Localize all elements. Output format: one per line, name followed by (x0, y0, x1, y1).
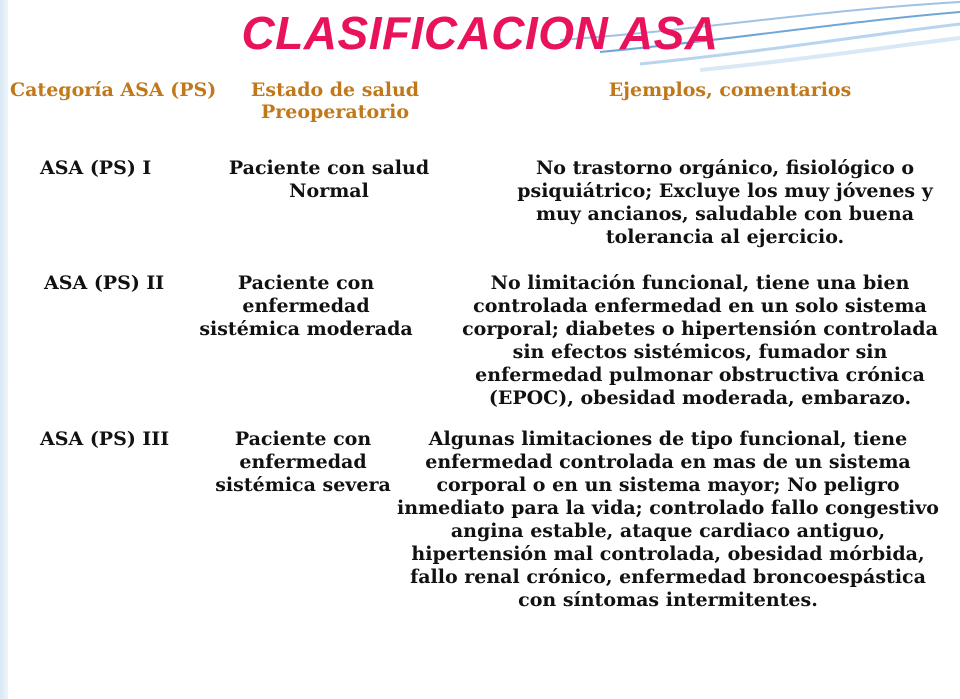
text-line: sistémica severa (215, 474, 391, 496)
text-line: controlada enfermedad en un solo sistema (473, 295, 927, 317)
text-line: sin efectos sistémicos, fumador sin (512, 341, 888, 363)
row-1-health (214, 157, 444, 203)
text-line: enfermedad (239, 451, 367, 473)
text-line: Algunas limitaciones de tipo funcional, tiene (428, 428, 908, 450)
text-line: enfermedad pulmonar obstructiva crónica (475, 364, 925, 386)
text-line: fallo renal crónico, enfermedad broncoespástica (410, 566, 926, 588)
text-line: angina estable, ataque cardiaco antiguo, (450, 520, 886, 542)
text-line: enfermedad controlada en mas de un sistema (425, 451, 911, 473)
text-line: Paciente con (237, 272, 375, 294)
header-examples: Ejemplos, comentarios (608, 79, 852, 101)
row-1-category: ASA (PS) I (40, 157, 152, 179)
text-line: enfermedad (242, 295, 370, 317)
text-line: (EPOC), obesidad moderada, embarazo. (488, 387, 912, 409)
slide-title: CLASIFICACION ASA (241, 7, 719, 59)
header-health-line: Preoperatorio (260, 101, 410, 123)
header-health-status (230, 79, 440, 123)
text-line: No limitación funcional, tiene una bien (490, 272, 910, 294)
text-line: Normal (289, 180, 369, 202)
text-line: No trastorno orgánico, fisiológico o (535, 157, 915, 179)
header-health-line: Estado de salud (250, 79, 420, 101)
text-line: corporal o en un sistema mayor; No peligro (436, 474, 900, 496)
row-2-health (186, 272, 426, 341)
text-line: inmediato para la vida; controlado fallo congestivo (397, 497, 939, 519)
row-2-examples (440, 272, 960, 410)
header-category: Categoría ASA (PS) (10, 79, 217, 101)
row-3-examples (376, 428, 960, 612)
text-line: hipertensión mal controlada, obesidad mórbida, (411, 543, 925, 565)
row-2-category: ASA (PS) II (44, 272, 165, 294)
row-3-category: ASA (PS) III (40, 428, 170, 450)
text-line: Paciente con (234, 428, 372, 450)
text-line: Paciente con salud (228, 157, 430, 179)
text-line: tolerancia al ejercicio. (605, 226, 845, 248)
text-line: con síntomas intermitentes. (518, 589, 818, 611)
text-line: psiquiátrico; Excluye los muy jóvenes y (517, 180, 933, 202)
row-1-examples (490, 157, 960, 249)
text-line: muy ancianos, saludable con buena (535, 203, 915, 225)
text-line: corporal; diabetes o hipertensión controlada (462, 318, 938, 340)
text-line: sistémica moderada (199, 318, 413, 340)
